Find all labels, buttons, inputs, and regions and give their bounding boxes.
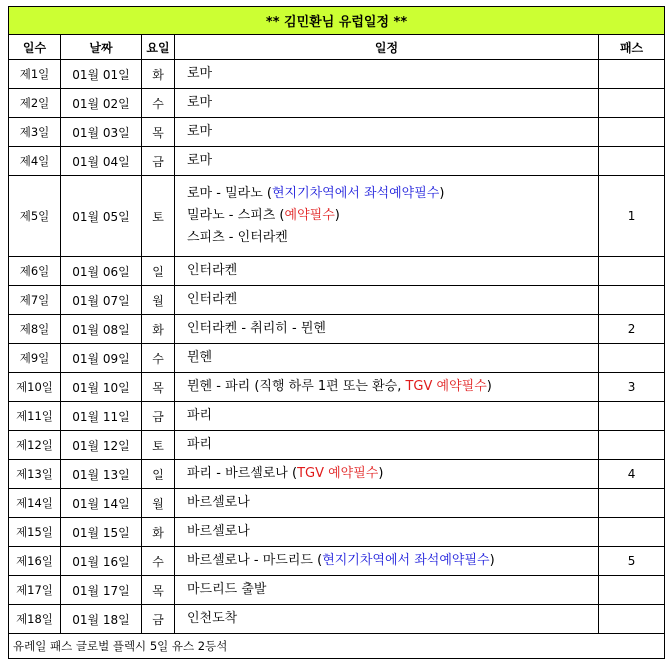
date-cell: 01월 11일 bbox=[61, 402, 142, 431]
pass-cell bbox=[599, 605, 665, 634]
plan-text: ) bbox=[334, 208, 340, 223]
plan-cell bbox=[175, 315, 599, 344]
date-cell: 01월 07일 bbox=[61, 286, 142, 315]
day-cell: 제13일 bbox=[9, 460, 61, 489]
plan-text: 파리 bbox=[187, 408, 213, 423]
plan-line bbox=[187, 463, 598, 485]
plan-text: 바르셀로나 bbox=[187, 524, 250, 539]
plan-text: 뮌헨 - 파리 (직행 하루 1편 또는 환승, bbox=[187, 379, 406, 394]
date-cell: 01월 18일 bbox=[61, 605, 142, 634]
date-cell: 01월 17일 bbox=[61, 576, 142, 605]
date-cell: 01월 06일 bbox=[61, 257, 142, 286]
pass-cell bbox=[599, 286, 665, 315]
pass-cell bbox=[599, 89, 665, 118]
plan-line bbox=[187, 150, 598, 172]
pass-cell bbox=[599, 518, 665, 547]
header-date: 날짜 bbox=[61, 35, 142, 60]
weekday-cell: 금 bbox=[142, 147, 175, 176]
weekday-cell: 토 bbox=[142, 176, 175, 257]
table-row bbox=[9, 147, 665, 176]
date-cell: 01월 09일 bbox=[61, 344, 142, 373]
date-cell: 01월 04일 bbox=[61, 147, 142, 176]
plan-text: 뮌헨 bbox=[187, 350, 213, 365]
weekday-cell: 수 bbox=[142, 344, 175, 373]
table-row bbox=[9, 605, 665, 634]
weekday-cell: 토 bbox=[142, 431, 175, 460]
plan-line bbox=[187, 405, 598, 427]
plan-text: 스피츠 - 인터라켄 bbox=[187, 230, 288, 245]
pass-cell bbox=[599, 576, 665, 605]
plan-line bbox=[187, 63, 598, 85]
date-cell: 01월 12일 bbox=[61, 431, 142, 460]
pass-cell: 2 bbox=[599, 315, 665, 344]
plan-text: 로마 bbox=[187, 153, 213, 168]
day-cell: 제18일 bbox=[9, 605, 61, 634]
plan-line bbox=[187, 289, 598, 311]
table-row bbox=[9, 118, 665, 147]
pass-cell bbox=[599, 402, 665, 431]
plan-cell bbox=[175, 460, 599, 489]
plan-note: TGV 예약필수 bbox=[405, 379, 487, 394]
plan-text: 파리 bbox=[187, 437, 213, 452]
pass-cell: 5 bbox=[599, 547, 665, 576]
plan-cell bbox=[175, 431, 599, 460]
pass-note: 유레일 패스 글로벌 플렉시 5일 유스 2등석 bbox=[9, 634, 665, 659]
date-cell: 01월 16일 bbox=[61, 547, 142, 576]
plan-line bbox=[187, 121, 598, 143]
table-row bbox=[9, 460, 665, 489]
day-cell: 제4일 bbox=[9, 147, 61, 176]
day-cell: 제14일 bbox=[9, 489, 61, 518]
header-weekday: 요일 bbox=[142, 35, 175, 60]
plan-cell bbox=[175, 286, 599, 315]
table-row bbox=[9, 60, 665, 89]
weekday-cell: 목 bbox=[142, 373, 175, 402]
header-pass: 패스 bbox=[599, 35, 665, 60]
header-row bbox=[9, 35, 665, 60]
plan-cell bbox=[175, 60, 599, 89]
plan-line bbox=[187, 550, 598, 572]
plan-line bbox=[187, 347, 598, 369]
day-cell: 제7일 bbox=[9, 286, 61, 315]
weekday-cell: 화 bbox=[142, 518, 175, 547]
plan-text: 로마 bbox=[187, 124, 213, 139]
day-cell: 제1일 bbox=[9, 60, 61, 89]
plan-text: 마드리드 출발 bbox=[187, 582, 267, 597]
date-cell: 01월 10일 bbox=[61, 373, 142, 402]
header-day: 일수 bbox=[9, 35, 61, 60]
plan-line bbox=[187, 434, 598, 456]
plan-cell bbox=[175, 257, 599, 286]
date-cell: 01월 05일 bbox=[61, 176, 142, 257]
date-cell: 01월 13일 bbox=[61, 460, 142, 489]
plan-line bbox=[187, 205, 598, 227]
pass-cell bbox=[599, 431, 665, 460]
table-row bbox=[9, 286, 665, 315]
plan-line bbox=[187, 579, 598, 601]
table-row bbox=[9, 315, 665, 344]
day-cell: 제16일 bbox=[9, 547, 61, 576]
plan-text: 로마 bbox=[187, 95, 213, 110]
weekday-cell: 화 bbox=[142, 60, 175, 89]
plan-line bbox=[187, 92, 598, 114]
plan-text: ) bbox=[489, 553, 495, 568]
itinerary-rows bbox=[9, 60, 665, 634]
table-row bbox=[9, 257, 665, 286]
day-cell: 제6일 bbox=[9, 257, 61, 286]
plan-line bbox=[187, 521, 598, 543]
date-cell: 01월 01일 bbox=[61, 60, 142, 89]
table-row bbox=[9, 518, 665, 547]
table-row bbox=[9, 489, 665, 518]
pass-cell bbox=[599, 257, 665, 286]
table-row bbox=[9, 373, 665, 402]
plan-line bbox=[187, 608, 598, 630]
weekday-cell: 일 bbox=[142, 257, 175, 286]
plan-text: 바르셀로나 bbox=[187, 495, 250, 510]
plan-cell bbox=[175, 176, 599, 257]
weekday-cell: 목 bbox=[142, 118, 175, 147]
plan-text: 파리 - 바르셀로나 ( bbox=[187, 466, 298, 481]
date-cell: 01월 02일 bbox=[61, 89, 142, 118]
plan-text: 인터라켄 bbox=[187, 292, 238, 307]
weekday-cell: 월 bbox=[142, 286, 175, 315]
pass-cell bbox=[599, 118, 665, 147]
table-row bbox=[9, 547, 665, 576]
plan-text: ) bbox=[439, 186, 445, 201]
pass-cell bbox=[599, 147, 665, 176]
plan-cell bbox=[175, 576, 599, 605]
plan-cell bbox=[175, 118, 599, 147]
day-cell: 제10일 bbox=[9, 373, 61, 402]
day-cell: 제8일 bbox=[9, 315, 61, 344]
itinerary-table bbox=[8, 6, 665, 659]
table-row bbox=[9, 576, 665, 605]
plan-line bbox=[187, 492, 598, 514]
weekday-cell: 수 bbox=[142, 547, 175, 576]
plan-text: 바르셀로나 - 마드리드 ( bbox=[187, 553, 323, 568]
table-row bbox=[9, 344, 665, 373]
date-cell: 01월 03일 bbox=[61, 118, 142, 147]
plan-cell bbox=[175, 89, 599, 118]
plan-cell bbox=[175, 147, 599, 176]
sheet-title: ** 김민환님 유럽일정 ** bbox=[9, 7, 665, 35]
table-row bbox=[9, 402, 665, 431]
plan-cell bbox=[175, 373, 599, 402]
pass-cell bbox=[599, 344, 665, 373]
weekday-cell: 목 bbox=[142, 576, 175, 605]
plan-text: 인천도착 bbox=[187, 611, 238, 626]
weekday-cell: 수 bbox=[142, 89, 175, 118]
table-row bbox=[9, 176, 665, 257]
weekday-cell: 금 bbox=[142, 402, 175, 431]
date-cell: 01월 15일 bbox=[61, 518, 142, 547]
plan-line bbox=[187, 260, 598, 282]
plan-note: TGV 예약필수 bbox=[297, 466, 379, 481]
plan-text: 로마 - 밀라노 ( bbox=[187, 186, 272, 201]
day-cell: 제2일 bbox=[9, 89, 61, 118]
pass-cell bbox=[599, 60, 665, 89]
plan-note: 예약필수 bbox=[284, 208, 335, 223]
plan-text: 밀라노 - 스피츠 ( bbox=[187, 208, 285, 223]
pass-cell: 4 bbox=[599, 460, 665, 489]
weekday-cell: 금 bbox=[142, 605, 175, 634]
plan-cell bbox=[175, 518, 599, 547]
pass-cell: 1 bbox=[599, 176, 665, 257]
day-cell: 제11일 bbox=[9, 402, 61, 431]
pass-cell: 3 bbox=[599, 373, 665, 402]
header-plan: 일정 bbox=[175, 35, 599, 60]
day-cell: 제3일 bbox=[9, 118, 61, 147]
day-cell: 제5일 bbox=[9, 176, 61, 257]
plan-line bbox=[187, 183, 598, 205]
table-row bbox=[9, 431, 665, 460]
weekday-cell: 일 bbox=[142, 460, 175, 489]
date-cell: 01월 08일 bbox=[61, 315, 142, 344]
plan-text: ) bbox=[486, 379, 492, 394]
table-row bbox=[9, 89, 665, 118]
plan-text: 로마 bbox=[187, 66, 213, 81]
date-cell: 01월 14일 bbox=[61, 489, 142, 518]
plan-cell bbox=[175, 344, 599, 373]
plan-note: 현지기차역에서 좌석예약필수 bbox=[271, 186, 440, 201]
plan-cell bbox=[175, 402, 599, 431]
plan-line bbox=[187, 376, 598, 398]
plan-note: 현지기차역에서 좌석예약필수 bbox=[322, 553, 490, 568]
weekday-cell: 월 bbox=[142, 489, 175, 518]
plan-cell bbox=[175, 489, 599, 518]
pass-cell bbox=[599, 489, 665, 518]
plan-cell bbox=[175, 547, 599, 576]
weekday-cell: 화 bbox=[142, 315, 175, 344]
plan-cell bbox=[175, 605, 599, 634]
day-cell: 제15일 bbox=[9, 518, 61, 547]
day-cell: 제17일 bbox=[9, 576, 61, 605]
plan-text: 인터라켄 - 취리히 - 뮌헨 bbox=[187, 321, 326, 336]
plan-line bbox=[187, 318, 598, 340]
plan-text: ) bbox=[378, 466, 384, 481]
day-cell: 제12일 bbox=[9, 431, 61, 460]
plan-text: 인터라켄 bbox=[187, 263, 238, 278]
plan-line bbox=[187, 227, 598, 249]
day-cell: 제9일 bbox=[9, 344, 61, 373]
